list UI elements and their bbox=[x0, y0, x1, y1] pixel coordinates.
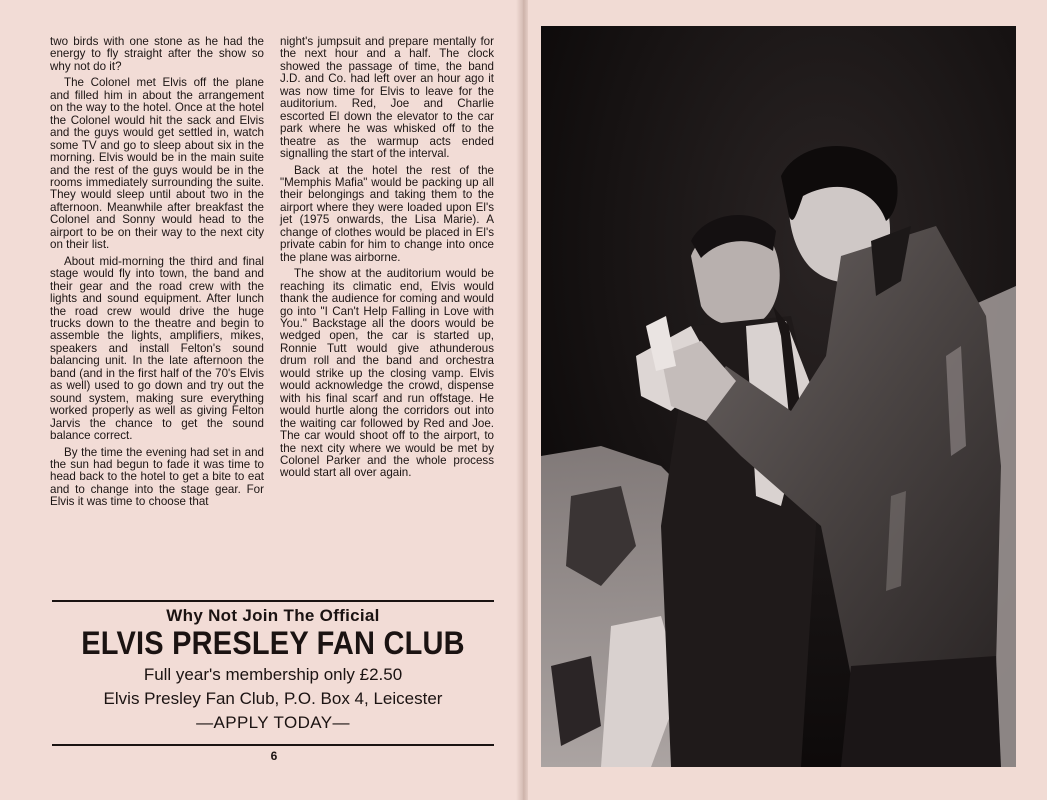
photo-illustration bbox=[541, 26, 1016, 767]
elvis-photograph bbox=[541, 26, 1016, 767]
page-number: 6 bbox=[270, 749, 278, 763]
fan-club-advertisement bbox=[52, 600, 494, 746]
paragraph: Back at the hotel the rest of the "Memphis Mafia" would be packing up all their belongings and taking them to the airport where they were loaded upon El's jet (1975 onwards, the Lisa Marie). A change of clothes would be placed in El's private cabin for him to change into once the plane was airborne. bbox=[280, 163, 494, 264]
ad-call-to-action: —APPLY TODAY— bbox=[196, 713, 350, 732]
ad-headline: ELVIS PRESLEY FAN CLUB bbox=[81, 626, 465, 662]
ad-membership-price: Full year's membership only £2.50 bbox=[143, 665, 403, 684]
paragraph: About mid-morning the third and final stage would fly into town, the band and their gear and the road crew with the lights and sound equipment. After lunch the road crew would drive the huge trucks down to the theatre and begin to assemble the lights, amplifiers, mikes, speakers and install Felton's sound balancing unit. In the late afternoon the band (and in the first half of the 70's Elvis as well) used to go down and try out the sound system, making sure everything worked properly as well as giving Felton Jarvis the chance to get the sound balance correct. bbox=[50, 254, 264, 443]
paragraph: The show at the auditorium would be reaching its climatic end, Elvis would thank the audience for coming and would go into "I Can't Help Falling in Love with You." Backstage all the doors would be wedged open, the car is started up, Ronnie Tutt would give athunderous drum roll and the band and orchestra would strike up the closing vamp. Elvis would acknowledge the crowd, dispense with his final scarf and run offstage. He would hurtle along the corridors out into the waiting car followed by Red and Joe. The car would shoot off to the airport, to the next city where we would be met by Colonel Parker and the whole process would start all over again. bbox=[280, 267, 494, 480]
article-column-2 bbox=[280, 36, 494, 484]
ad-address: Elvis Presley Fan Club, P.O. Box 4, Leicester bbox=[103, 689, 443, 708]
paragraph: By the time the evening had set in and the sun had begun to fade it was time to head back to the hotel to get a bite to eat and to change into the stage gear. For Elvis it was time to choose that bbox=[50, 445, 264, 509]
article-column-1 bbox=[50, 36, 264, 513]
paragraph: two birds with one stone as he had the energy to fly straight after the show so why not do it? bbox=[50, 35, 264, 73]
ad-intro: Why Not Join The Official bbox=[166, 606, 380, 625]
paragraph: night's jumpsuit and prepare mentally for the next hour and a half. The clock showed the passage of time, the band J.D. and Co. had left over an hour ago it was now time for Elvis to leave for the auditorium. Red, Joe and Charlie escorted El down the elevator to the car park where he was whisked off to the theatre as the warmup acts ended signalling the start of the interval. bbox=[280, 35, 494, 161]
left-page bbox=[0, 0, 522, 800]
paragraph: The Colonel met Elvis off the plane and filled him in about the arrangement on the way to the hotel. Once at the hotel the Colonel would hit the sack and Elvis and the guys would get settled in, watch some TV and go to sleep about six in the morning. Elvis would be in the main suite and the rest of the guys would be in the rooms immediately surrounding the suite. They would sleep until about two in the afternoon. Meanwhile after breakfast the Colonel and Sonny would head to the airport to be on their way to the next city on their list. bbox=[50, 76, 264, 252]
